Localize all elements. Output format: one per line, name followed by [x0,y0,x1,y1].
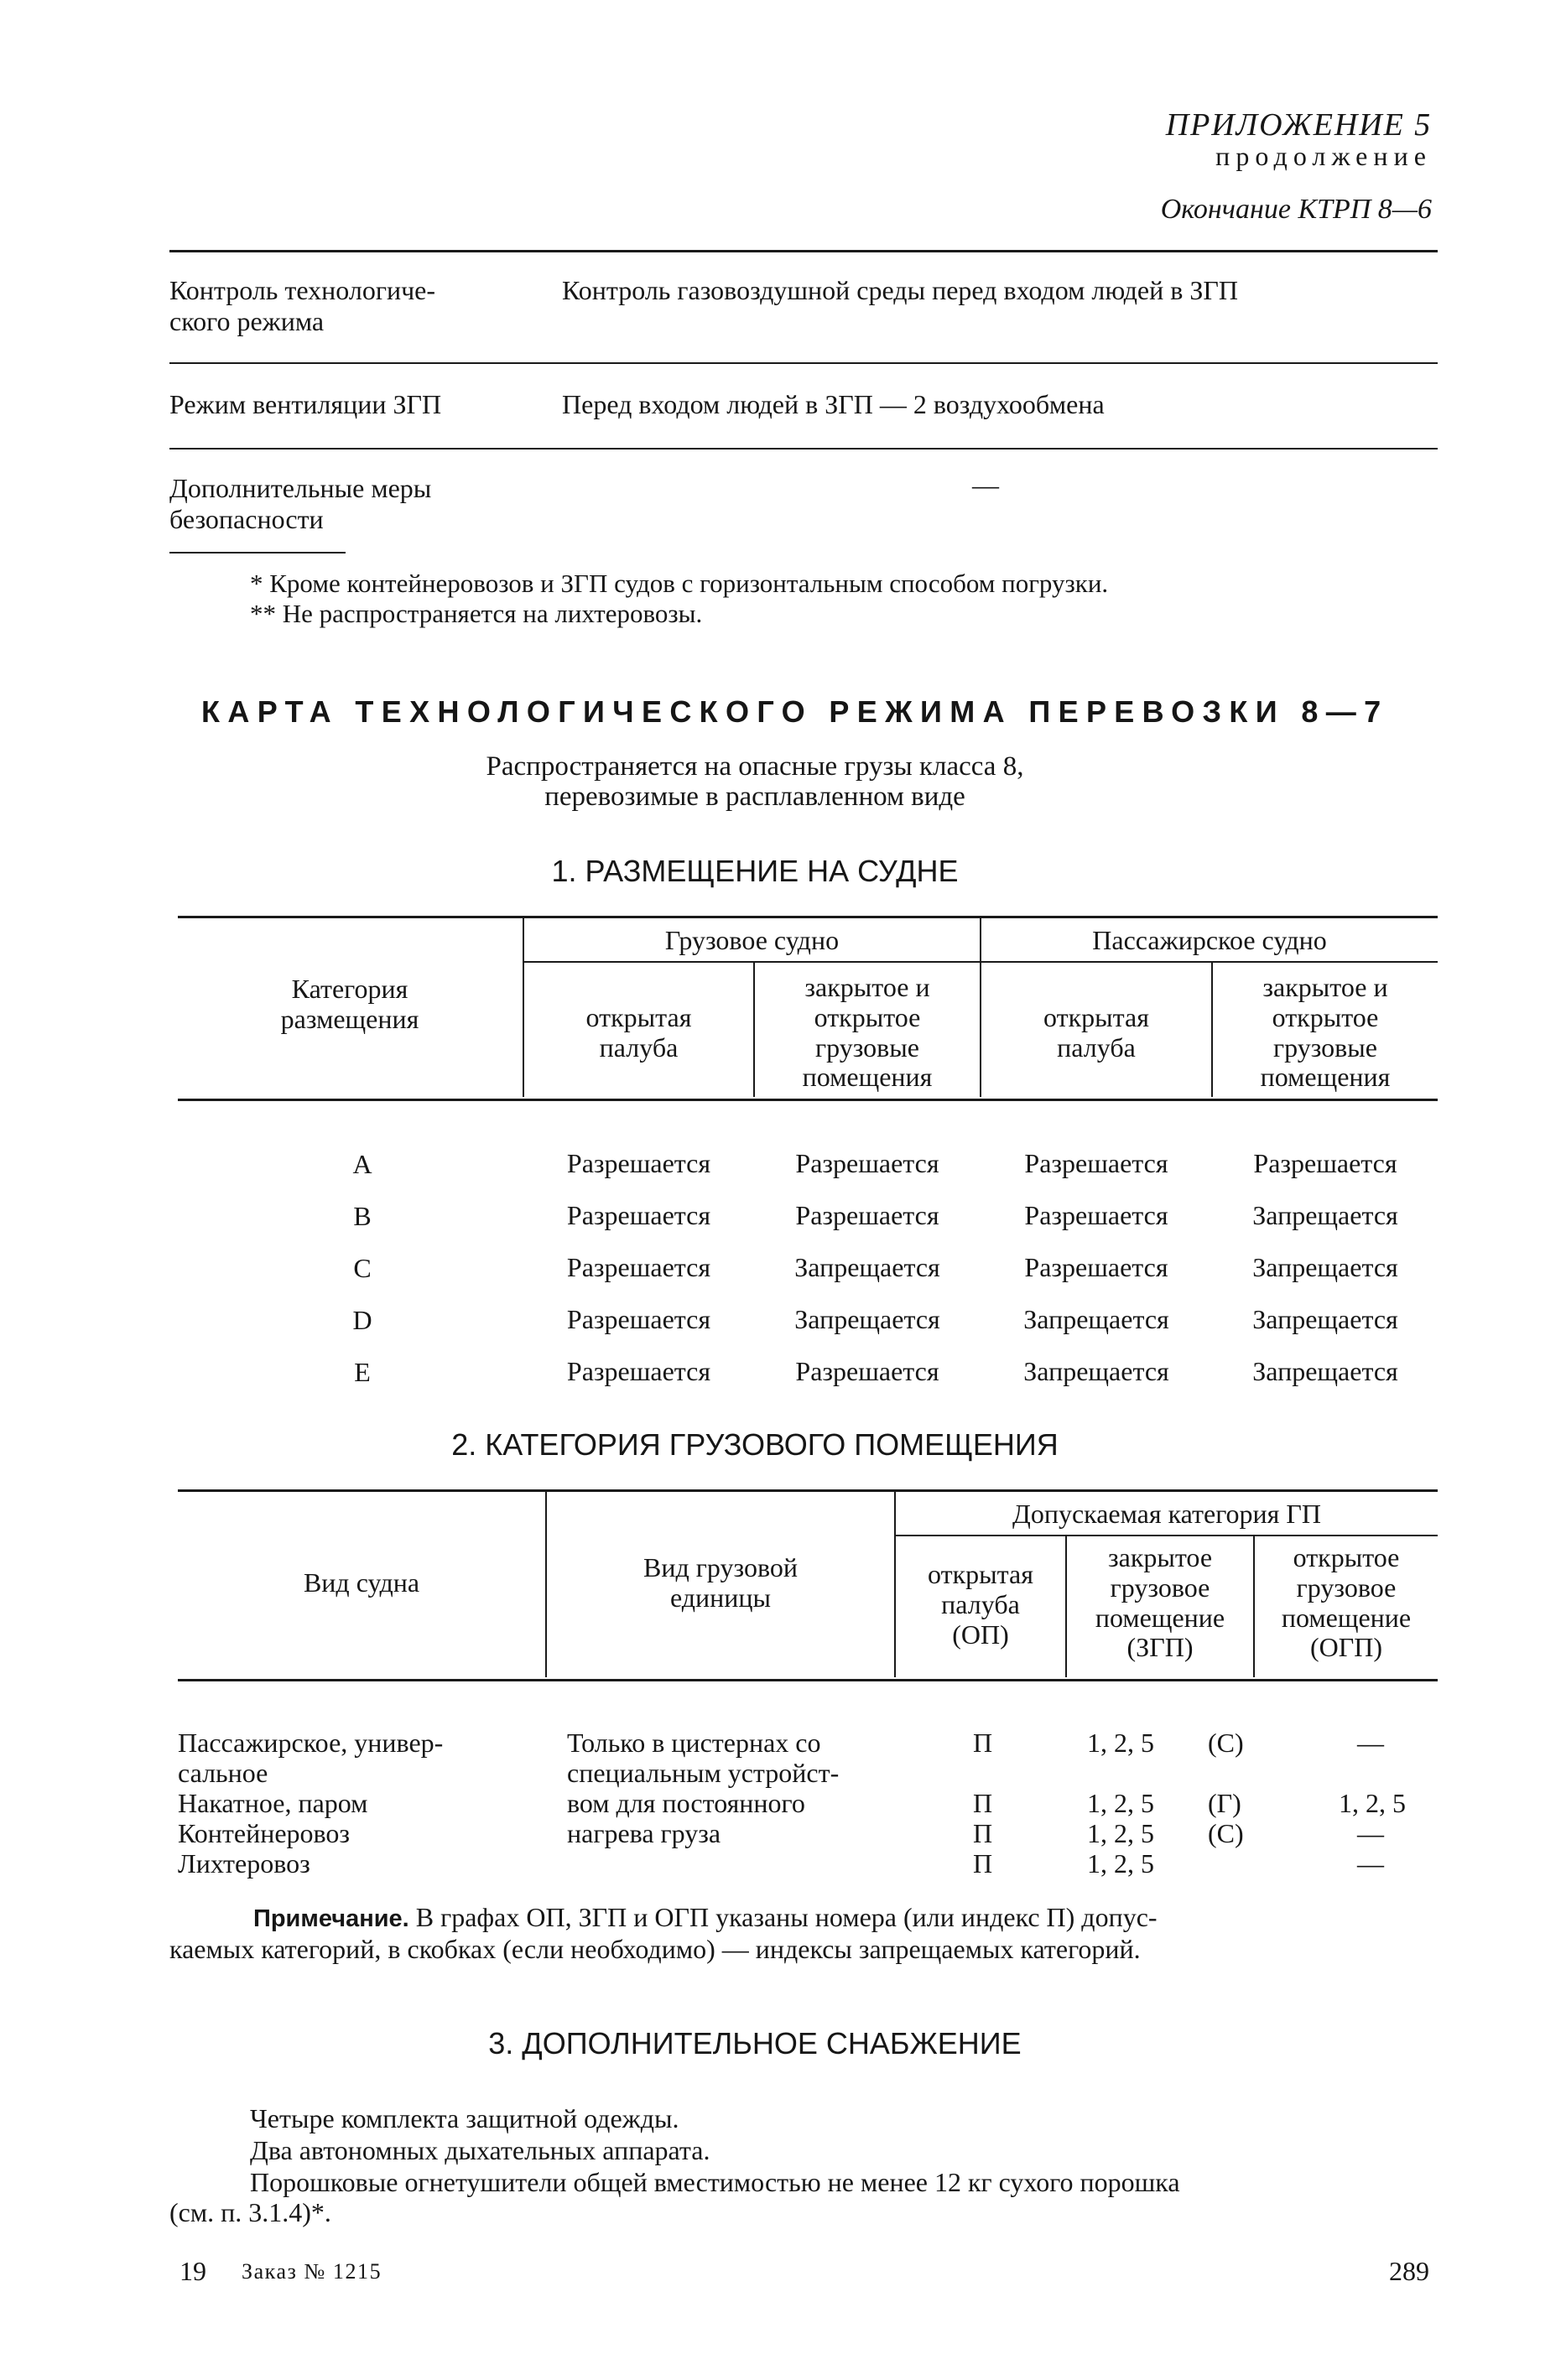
table2-header-cargo-unit: Вид грузовой единицы [643,1552,798,1613]
table2-subheader-op: открытая палуба (ОП) [928,1559,1033,1650]
table2-ship-universal: сальное [178,1758,268,1788]
table2-zgp-cell: 1, 2, 5 [1087,1818,1154,1848]
prev-table-top-rule [169,250,1438,252]
table2-cargo-unit-line: нагрева груза [567,1818,721,1848]
table2-ogp-cell: 1, 2, 5 [1339,1788,1406,1818]
footnote-1: * Кроме контейнеровозов и ЗГП судов с горизонтальным способом погрузки. [250,569,1109,598]
supply-line: Два автономных дыхательных аппарата. [250,2135,710,2165]
table1-cell: Разрешается [566,1200,711,1230]
footnote-rule [169,552,346,553]
table1-cell: Запрещается [794,1304,940,1334]
section2-title: 2. КАТЕГОРИЯ ГРУЗОВОГО ПОМЕЩЕНИЯ [451,1427,1059,1462]
table1-cell: Разрешается [566,1304,711,1334]
table1-cell: Разрешается [795,1200,939,1230]
table1-cell: Разрешается [1024,1252,1168,1282]
table1-cell: Разрешается [1253,1148,1397,1178]
table2-cargo-unit-line: специальным устройст- [567,1758,840,1788]
prev-row-value-safety: — [972,470,999,500]
table1-subheader-open-deck: открытая палуба [585,1002,692,1063]
table2-ship-lash: Лихтеровоз [178,1848,310,1879]
table2-zgp-excluded: (С) [1208,1728,1244,1758]
table2-header-allowed-category: Допускаемая категория ГП [1012,1499,1321,1529]
table2-ogp-cell: — [1357,1818,1384,1848]
table1-cell: Разрешается [566,1148,711,1178]
table1-cell: Запрещается [1252,1304,1398,1334]
table2-zgp-excluded: (Г) [1208,1788,1241,1818]
table2-header-ship-type: Вид судна [303,1567,420,1598]
table1-cell: Разрешается [1024,1148,1168,1178]
table2-ship-roro: Накатное, паром [178,1788,368,1818]
card-subtitle-line2: перевозимые в расплавленном виде [544,782,965,812]
card-title: КАРТА ТЕХНОЛОГИЧЕСКОГО РЕЖИМА ПЕРЕВОЗКИ 8—7 [201,694,1389,729]
table2-cargo-unit-line: Только в цистернах со [567,1728,821,1758]
appendix-label: ПРИЛОЖЕНИЕ 5 [1165,107,1432,143]
table2-ogp-cell: — [1357,1848,1384,1879]
table2-ship-container: Контейнеровоз [178,1818,351,1848]
table1-top-rule [178,916,1438,918]
table1-row-category: D [352,1305,372,1335]
table2-op-cell: П [973,1848,993,1879]
supply-line: (см. п. 3.1.4)*. [169,2197,331,2227]
table2-ogp-cell: — [1357,1728,1384,1758]
table1-subheader-closed-holds: закрытое и открытое грузовые помещения [1260,972,1391,1093]
table1-cell: Разрешается [1024,1200,1168,1230]
prev-table-rule [169,362,1438,364]
table2-group-rule [896,1535,1438,1536]
table1-cell: Запрещается [1252,1356,1398,1386]
prev-table-rule [169,448,1438,449]
table1-row-category: E [354,1357,371,1387]
table2-header-bottom-rule [178,1679,1438,1681]
table1-cell: Разрешается [795,1148,939,1178]
table1-cell: Разрешается [566,1356,711,1386]
table1-header-category: Категория размещения [280,974,419,1034]
supply-line: Порошковые огнетушители общей вместимостью не менее 12 кг сухого порошка [250,2167,1180,2197]
table2-op-cell: П [973,1728,993,1758]
table1-cell: Разрешается [566,1252,711,1282]
table2-zgp-cell: 1, 2, 5 [1087,1728,1154,1758]
table2-top-rule [178,1489,1438,1492]
prev-row-value-control: Контроль газовоздушной среды перед входом людей в ЗГП [562,275,1238,305]
ending-label: Окончание КТРП 8—6 [1160,194,1432,225]
section3-title: 3. ДОПОЛНИТЕЛЬНОЕ СНАБЖЕНИЕ [488,2026,1022,2060]
prev-row-value-ventilation: Перед входом людей в ЗГП — 2 воздухообмена [562,389,1105,419]
table1-cell: Запрещается [1023,1356,1169,1386]
table1-cell: Запрещается [1023,1304,1169,1334]
table1-row-category: A [352,1149,372,1179]
table1-header-passenger-ship: Пассажирское судно [1092,925,1327,955]
table2-zgp-cell: 1, 2, 5 [1087,1848,1154,1879]
table1-cell: Запрещается [1252,1200,1398,1230]
supply-line: Четыре комплекта защитной одежды. [250,2103,679,2133]
table2-zgp-cell: 1, 2, 5 [1087,1788,1154,1818]
page-number: 289 [1389,2256,1429,2286]
table2-zgp-excluded: (С) [1208,1818,1244,1848]
table1-cell: Запрещается [794,1252,940,1282]
table1-cell: Разрешается [795,1356,939,1386]
table2-ship-passenger: Пассажирское, универ- [178,1728,444,1758]
note-lead: Примечание. [253,1905,409,1932]
order-number: Заказ № 1215 [242,2259,382,2284]
table2-subheader-ogp: открытое грузовое помещение (ОГП) [1281,1542,1412,1663]
table2-op-cell: П [973,1818,993,1848]
table1-subheader-open-deck: открытая палуба [1043,1002,1149,1063]
table2-note-line1 [253,1902,1444,1933]
table1-subheader-closed-holds: закрытое и открытое грузовые помещения [802,972,933,1093]
card-subtitle-line1: Распространяется на опасные грузы класса 8, [486,751,1024,782]
prev-row-label-ventilation: Режим вентиляции ЗГП [169,389,442,419]
prev-row-label-control: Контроль технологиче- ского режима [169,275,436,336]
table2-subheader-zgp: закрытое грузовое помещение (ЗГП) [1095,1542,1225,1663]
section1-title: 1. РАЗМЕЩЕНИЕ НА СУДНЕ [551,854,959,888]
table1-group-rule [524,961,1438,963]
table1-cell: Запрещается [1252,1252,1398,1282]
signature-number: 19 [179,2256,206,2286]
table1-row-category: B [353,1201,372,1231]
note-text: В графах ОП, ЗГП и ОГП указаны номера (или индекс П) допус- [415,1902,1158,1932]
table1-header-cargo-ship: Грузовое судно [664,925,840,955]
continuation-label: продолжение [1215,141,1432,171]
table2-note-line2: каемых категорий, в скобках (если необходимо) — индексы запрещаемых категорий. [169,1934,1141,1964]
table1-header-bottom-rule [178,1099,1438,1101]
prev-row-label-safety: Дополнительные меры безопасности [169,473,432,534]
table2-cargo-unit-line: вом для постоянного [567,1788,805,1818]
footnote-2: ** Не распространяется на лихтеровозы. [250,599,703,628]
table2-op-cell: П [973,1788,993,1818]
table1-row-category: C [353,1253,372,1283]
